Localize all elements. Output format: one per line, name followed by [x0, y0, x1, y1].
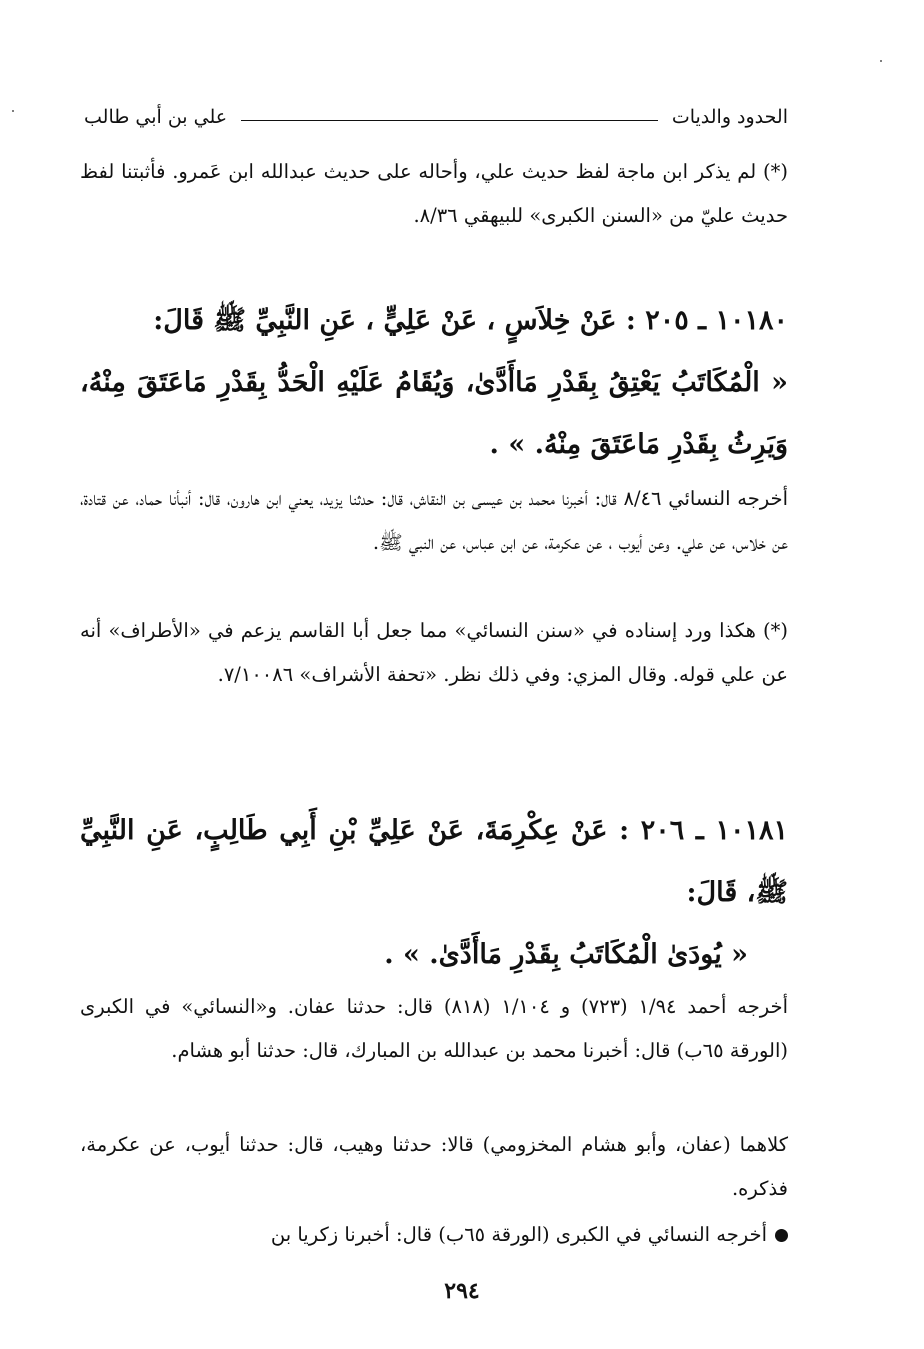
hadith-205-note: (*) هكذا ورد إسناده في «سنن النسائي» مما جعل أبا القاسم يزعم في «الأطراف» أنه عن علي قوله. وقال المزي: وفي ذلك نظر. «تحفة الأشراف» ٧/١٠٠٨٦.	[80, 619, 788, 686]
running-head-rule	[241, 120, 658, 121]
bullet-icon	[775, 1229, 788, 1242]
hadith-205-heading: ١٠١٨٠ ـ ٢٠٥ : عَنْ خِلاَسٍ ، عَنْ عَلِيٍّ ، عَنِ النَّبِيِّ ﷺ قَالَ:	[153, 305, 788, 336]
page-number: ٢٩٤	[444, 1278, 480, 1304]
hadith-206-takhrij-2: كلاهما (عفان، وأبو هشام المخزومي) قالا: حدثنا وهيب، قال: حدثنا أيوب، عن عكرمة، فذكره.	[80, 1133, 788, 1200]
hadith-206-takhrij-3-text: أخرجه النسائي في الكبرى (الورقة ٦٥ب) قال: أخبرنا زكريا بن	[270, 1223, 767, 1246]
running-head-book: علي بن أبي طالب	[84, 106, 228, 128]
hadith-206-takhrij-1: أخرجه أحمد ١/٩٤ (٧٢٣) و ١/١٠٤ (٨١٨) قال: حدثنا عفان. و«النسائي» في الكبرى (الورقة ٦٥ب) قال: أخبرنا محمد بن عبدالله بن المبارك، قال: حدثنا أبو هشام.	[80, 995, 788, 1062]
hadith-205-text: « الْمُكَاتَبُ يَعْتِقُ بِقَدْرِ مَاأَدَّىٰ، وَيُقَامُ عَلَيْهِ الْحَدُّ بِقَدْرِ مَاعَتَقَ مِنْهُ، وَيَرِثُ بِقَدْرِ مَاعَتَقَ مِنْهُ. » .	[80, 367, 788, 460]
hadith-206-heading: ١٠١٨١ ـ ٢٠٦ : عَنْ عِكْرِمَةَ، عَنْ عَلِيِّ بْنِ أَبِي طَالِبٍ، عَنِ النَّبِيِّ ﷺ، قَالَ:	[80, 815, 788, 908]
hadith-205-takhrij: أخرجه النسائي ٨/٤٦ قال: أخبرنا محمد بن عيسى بن النقاش، قال: حدثنا يزيد، يعني ابن هارون، قال: أنبأنا حماد، عن قتادة، عن خلاس، عن علي. وعن أيوب ، عن عكرمة، عن ابن عباس، عن النبي ﷺ.	[80, 487, 788, 554]
top-footnote: (*) لم يذكر ابن ماجة لفظ حديث علي، وأحاله على حديث عبدالله ابن عَمرو. فأثبتنا لفظ حديث عليّ من «السنن الكبرى» للبيهقي ٨/٣٦.	[80, 160, 788, 227]
running-head	[84, 100, 788, 134]
scan-speck	[12, 110, 14, 112]
scan-speck	[880, 60, 882, 62]
running-head-chapter: الحدود والديات	[671, 106, 788, 128]
hadith-206-text: « يُودَىٰ الْمُكَاتَبُ بِقَدْرِ مَاأَدَّىٰ. » .	[384, 939, 748, 970]
hadith-206-takhrij-3	[80, 1213, 788, 1257]
